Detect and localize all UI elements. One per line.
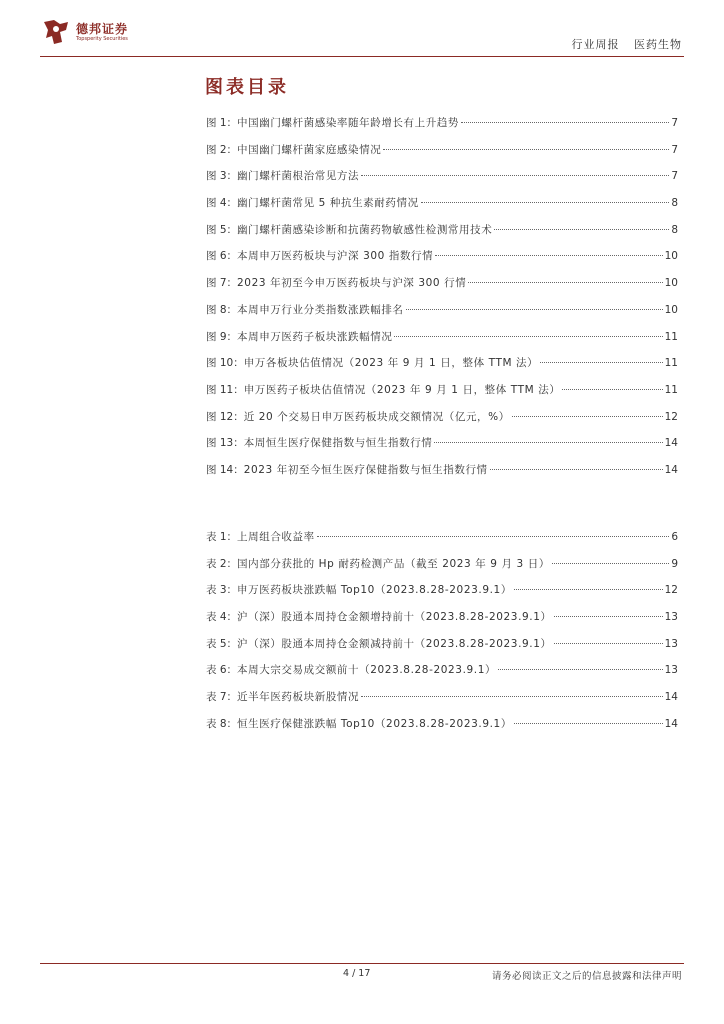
toc-entry[interactable]	[206, 609, 678, 636]
toc-entry-text: 申万各板块估值情况（2023 年 9 月 1 日，整体 TTM 法）	[243, 357, 539, 370]
toc-leader-dots	[461, 122, 669, 123]
toc-entry[interactable]	[206, 222, 678, 249]
toc-entry-separator: ：	[226, 664, 238, 677]
toc-leader-dots	[383, 149, 669, 150]
toc-entry-page: 11	[664, 383, 678, 396]
toc-entry-text: 近 20 个交易日申万医药板块成交额情况（亿元，%）	[243, 410, 510, 423]
toc-entry[interactable]	[206, 329, 678, 356]
toc-entry-page: 11	[664, 330, 678, 343]
toc-entry-label: 表 3	[206, 584, 227, 597]
toc-entry-text: 2023 年初至今恒生医疗保健指数与恒生指数行情	[243, 463, 488, 476]
company-logo	[40, 16, 128, 48]
toc-title: 图表目录	[205, 77, 289, 98]
toc-entry-label: 图 8	[206, 303, 227, 316]
toc-entry-label: 图 1	[206, 117, 227, 129]
page-number: 4 / 17	[343, 968, 371, 979]
toc-leader-dots	[498, 669, 663, 670]
toc-leader-dots	[434, 442, 662, 443]
toc-entry-separator: ：	[226, 303, 238, 316]
toc-leader-dots	[494, 229, 669, 230]
toc-entry-separator: ：	[226, 277, 238, 290]
toc-entry-separator: ：	[233, 383, 244, 396]
toc-entry-page: 14	[664, 463, 678, 476]
toc-leader-dots	[490, 469, 663, 470]
toc-entry-separator: ：	[226, 637, 238, 650]
deb-logo-icon	[40, 16, 72, 48]
toc-leader-dots	[512, 416, 663, 417]
toc-entry-label: 图 13	[206, 437, 234, 450]
toc-entry[interactable]	[206, 435, 678, 462]
toc-entry-separator: ：	[233, 410, 244, 423]
toc-entry-label: 图 10	[206, 357, 234, 370]
toc-leader-dots	[514, 723, 663, 724]
toc-leader-dots	[554, 616, 663, 617]
toc-entry-label: 图 4	[206, 197, 227, 210]
toc-entry-separator: ：	[226, 170, 238, 183]
toc-entry-page: 11	[664, 357, 678, 370]
toc-leader-dots	[406, 309, 663, 310]
toc-leader-dots	[361, 696, 662, 697]
toc-entry-page: 7	[671, 170, 678, 183]
toc-entry-label: 图 11	[206, 383, 234, 396]
toc-entry-text: 恒生医疗保健涨跌幅 Top10（2023.8.28-2023.9.1）	[237, 717, 512, 730]
toc-entry-separator: ：	[226, 557, 238, 570]
toc-entry-page: 14	[664, 437, 678, 450]
toc-entry[interactable]	[206, 382, 678, 409]
toc-entry-page: 6	[671, 531, 678, 543]
toc-entry-separator: ：	[226, 330, 238, 343]
toc-entry[interactable]	[206, 302, 678, 329]
toc-entry-text: 上周组合收益率	[237, 531, 315, 543]
toc-entry-text: 幽门螺杆菌感染诊断和抗菌药物敏感性检测常用技术	[237, 223, 493, 236]
toc-entry-text: 国内部分获批的 Hp 耐药检测产品（截至 2023 年 9 月 3 日）	[237, 557, 550, 570]
toc-entry-label: 表 1	[206, 531, 227, 543]
toc-entry-page: 13	[664, 611, 678, 624]
toc-leader-dots	[554, 643, 663, 644]
toc-entry-page: 10	[664, 277, 678, 290]
toc-entry-label: 图 3	[206, 170, 227, 183]
toc-entry-text: 本周申万行业分类指数涨跌幅排名	[237, 303, 404, 316]
toc-leader-dots	[468, 282, 662, 283]
toc-entry-page: 9	[671, 557, 678, 570]
toc-entry-text: 申万医药子板块估值情况（2023 年 9 月 1 日，整体 TTM 法）	[243, 383, 561, 396]
toc-entry-separator: ：	[226, 584, 238, 597]
toc-leader-dots	[361, 175, 669, 176]
report-type: 行业周报	[571, 38, 620, 51]
toc-entry-text: 本周恒生医疗保健指数与恒生指数行情	[243, 437, 433, 450]
toc-entry-label: 图 7	[206, 277, 227, 290]
toc-entry-page: 13	[664, 637, 678, 650]
toc-entry-page: 12	[664, 410, 678, 423]
toc-entry-page: 8	[671, 223, 678, 236]
toc-entry-text: 沪（深）股通本周持仓金额减持前十（2023.8.28-2023.9.1）	[237, 637, 552, 650]
figure-list	[206, 115, 678, 489]
toc-entry-text: 沪（深）股通本周持仓金额增持前十（2023.8.28-2023.9.1）	[237, 611, 552, 624]
toc-entry-separator: ：	[226, 611, 238, 624]
report-category	[572, 36, 683, 52]
toc-entry[interactable]	[206, 115, 678, 142]
toc-entry-separator: ：	[233, 437, 244, 450]
toc-entry-page: 10	[664, 250, 678, 263]
toc-entry[interactable]	[206, 195, 678, 222]
logo-english-name: Topsperity Securities	[76, 35, 128, 42]
toc-entry-separator: ：	[226, 143, 238, 156]
toc-entry-label: 图 14	[206, 463, 234, 476]
logo-chinese-name: 德邦证券	[76, 21, 129, 36]
footer-divider	[40, 963, 684, 964]
toc-entry-label: 图 6	[206, 250, 227, 263]
table-list	[206, 529, 678, 743]
toc-leader-dots	[514, 589, 663, 590]
toc-entry[interactable]	[206, 142, 678, 169]
toc-entry-label: 图 2	[206, 143, 227, 156]
disclaimer: 请务必阅读正文之后的信息披露和法律声明	[491, 971, 682, 982]
toc-leader-dots	[562, 389, 662, 390]
toc-entry[interactable]	[206, 689, 678, 716]
toc-entry[interactable]	[206, 409, 678, 436]
toc-entry[interactable]	[206, 582, 678, 609]
toc-entry-page: 7	[671, 143, 678, 156]
toc-entry-separator: ：	[226, 223, 238, 236]
toc-entry[interactable]	[206, 355, 678, 382]
toc-entry-label: 图 12	[206, 410, 234, 423]
toc-entry-page: 8	[671, 197, 678, 210]
toc-entry-separator: ：	[233, 357, 244, 370]
toc-entry[interactable]	[206, 636, 678, 663]
toc-entry-text: 近半年医药板块新股情况	[237, 691, 360, 704]
toc-entry-page: 7	[671, 117, 678, 129]
toc-entry-text: 中国幽门螺杆菌家庭感染情况	[237, 143, 382, 156]
toc-entry-page: 14	[664, 691, 678, 704]
toc-entry[interactable]	[206, 529, 678, 556]
toc-entry-text: 幽门螺杆菌根治常见方法	[237, 170, 360, 183]
toc-entry-separator: ：	[226, 691, 238, 704]
toc-entry-page: 13	[664, 664, 678, 677]
toc-leader-dots	[421, 202, 670, 203]
toc-entry-label: 图 9	[206, 330, 227, 343]
toc-entry-text: 2023 年初至今申万医药板块与沪深 300 行情	[237, 277, 467, 290]
toc-entry-label: 表 6	[206, 664, 227, 677]
toc-entry-label: 表 8	[206, 717, 227, 730]
toc-leader-dots	[435, 255, 662, 256]
toc-entry-label: 表 5	[206, 637, 227, 650]
toc-entry-page: 10	[664, 303, 678, 316]
toc-entry[interactable]	[206, 275, 678, 302]
toc-entry-separator: ：	[226, 250, 238, 263]
toc-entry[interactable]	[206, 662, 678, 689]
toc-entry-page: 14	[664, 717, 678, 730]
toc-entry-label: 表 7	[206, 691, 227, 704]
toc-entry-text: 本周申万医药板块与沪深 300 指数行情	[237, 250, 434, 263]
toc-entry[interactable]	[206, 462, 678, 489]
toc-entry-separator: ：	[226, 531, 238, 543]
toc-entry[interactable]	[206, 716, 678, 743]
toc-entry-page: 12	[664, 584, 678, 597]
toc-leader-dots	[317, 536, 670, 537]
toc-entry-separator: ：	[226, 197, 238, 210]
report-sector: 医药生物	[634, 38, 682, 51]
toc-entry-separator: ：	[226, 117, 238, 129]
toc-leader-dots	[540, 362, 662, 363]
toc-entry[interactable]	[206, 556, 678, 583]
toc-entry-text: 幽门螺杆菌常见 5 种抗生素耐药情况	[237, 197, 419, 210]
toc-entry-text: 申万医药板块涨跌幅 Top10（2023.8.28-2023.9.1）	[237, 584, 512, 597]
header-divider	[40, 56, 684, 57]
toc-entry[interactable]	[206, 168, 678, 195]
toc-entry-text: 中国幽门螺杆菌感染率随年龄增长有上升趋势	[237, 117, 460, 129]
toc-entry-text: 本周申万医药子板块涨跌幅情况	[237, 330, 393, 343]
toc-entry-text: 本周大宗交易成交额前十（2023.8.28-2023.9.1）	[237, 664, 497, 677]
toc-leader-dots	[394, 336, 662, 337]
toc-entry-label: 图 5	[206, 223, 227, 236]
toc-entry-separator: ：	[233, 463, 244, 476]
toc-leader-dots	[552, 563, 669, 564]
toc-entry-label: 表 2	[206, 557, 227, 570]
toc-entry-separator: ：	[226, 717, 238, 730]
toc-entry-label: 表 4	[206, 611, 227, 624]
toc-entry[interactable]	[206, 248, 678, 275]
